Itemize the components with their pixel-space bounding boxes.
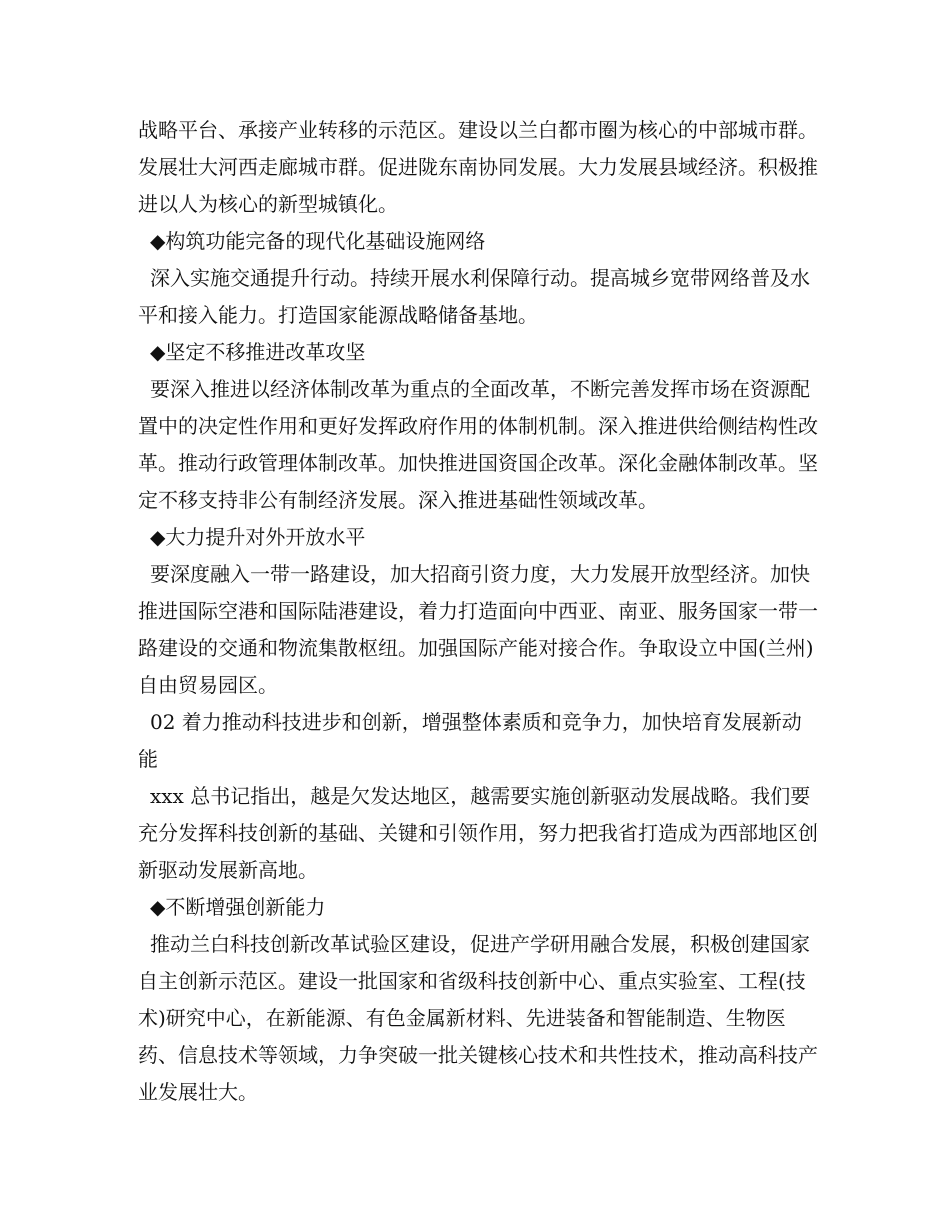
paragraph: 要深入推进以经济体制改革为重点的全面改革，不断完善发挥市场在资源配置中的决定性作用和更好发挥政府作用的体制机制。深入推进供给侧结构性改革。推动行政管理体制改革。加快推进国资国企改革。深化金融体制改革。坚定不移支持非公有制经济发展。深入推进基础性领域改革。 [138, 377, 818, 512]
section-heading: ◆坚定不移推进改革攻坚 [150, 340, 366, 364]
paragraph: 要深度融入一带一路建设，加大招商引资力度，大力发展开放型经济。加快推进国际空港和国际陆港建设，着力打造面向中西亚、南亚、服务国家一带一路建设的交通和物流集散枢纽。加强国际产能对接合作。争取设立中国(兰州)自由贸易园区。 [138, 562, 818, 697]
section-heading: ◆不断增强创新能力 [150, 895, 326, 919]
paragraph: 深入实施交通提升行动。持续开展水利保障行动。提高城乡宽带网络普及水平和接入能力。打造国家能源战略储备基地。 [138, 266, 810, 327]
document-body [138, 112, 818, 1111]
section-heading: ◆构筑功能完备的现代化基础设施网络 [150, 229, 486, 253]
section-heading: ◆大力提升对外开放水平 [150, 525, 366, 549]
paragraph: 推动兰白科技创新改革试验区建设，促进产学研用融合发展，积极创建国家自主创新示范区。建设一批国家和省级科技创新中心、重点实验室、工程(技术)研究中心，在新能源、有色金属新材料、先进装备和智能制造、生物医药、信息技术等领域，力争突破一批关键核心技术和共性技术，推动高科技产业发展壮大。 [138, 932, 818, 1104]
paragraph: 02 着力推动科技进步和创新，增强整体素质和竞争力，加快培育发展新动能 [138, 710, 802, 771]
paragraph: xxx 总书记指出，越是欠发达地区，越需要实施创新驱动发展战略。我们要充分发挥科技创新的基础、关键和引领作用，努力把我省打造成为西部地区创新驱动发展新高地。 [138, 784, 818, 882]
paragraph: 战略平台、承接产业转移的示范区。建设以兰白都市圈为核心的中部城市群。发展壮大河西走廊城市群。促进陇东南协同发展。大力发展县域经济。积极推进以人为核心的新型城镇化。 [138, 118, 818, 216]
